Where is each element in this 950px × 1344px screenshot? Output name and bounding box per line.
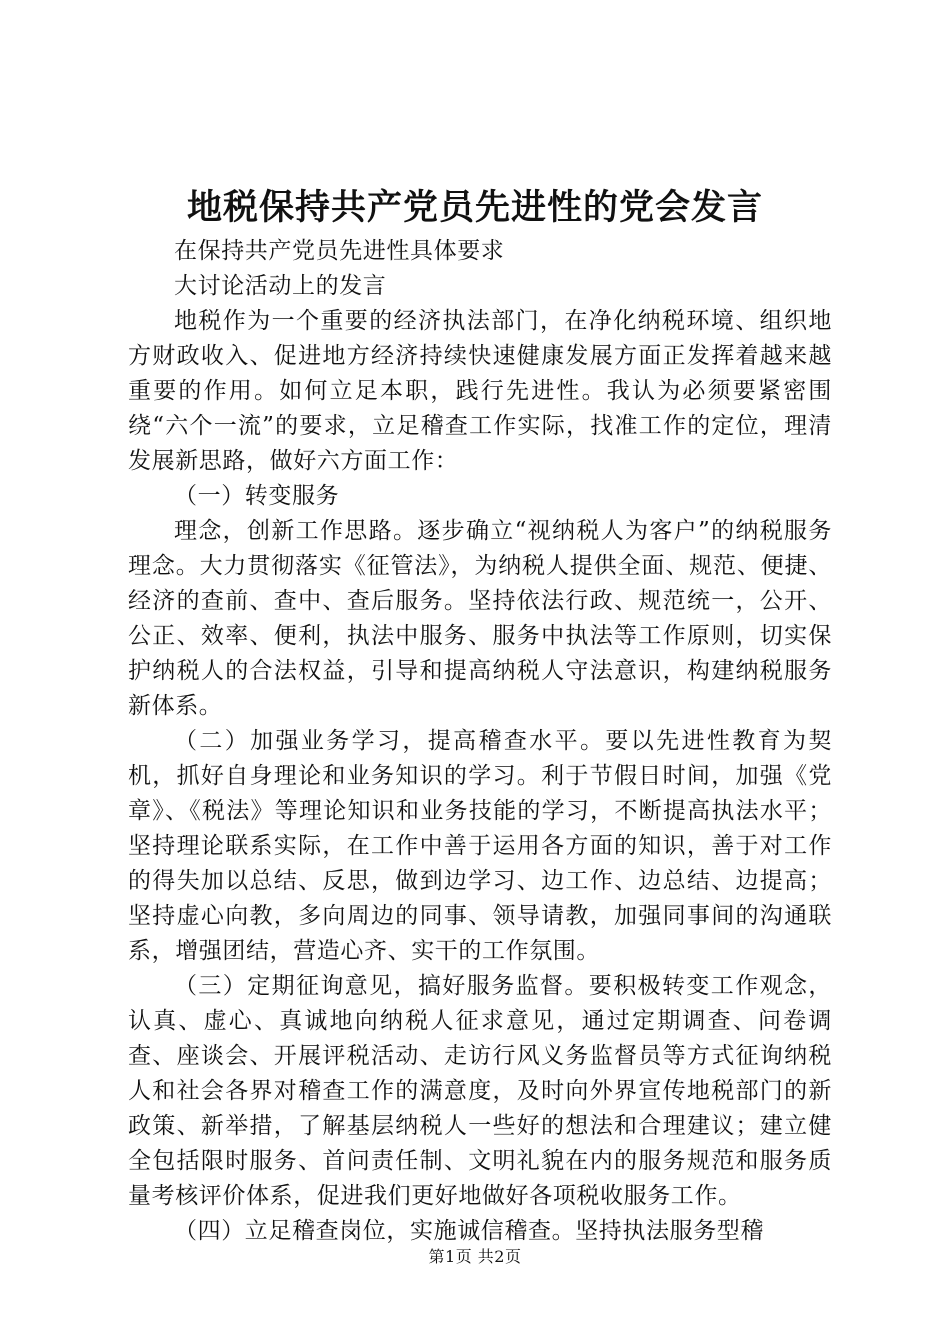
paragraph-subtitle-2: 大讨论活动上的发言 (174, 273, 387, 299)
paragraph-section-1: 理念，创新工作思路。逐步确立“视纳税人为客户”的纳税服务理念。大力贯彻落实《征管法》，为纳税人提供全面、规范、便捷、经济的查前、查中、查后服务。坚持依法行政、规范统一，公开、公正、效率、便利，执法中服务、服务中执法等工作原则，切实保护纳税人的合法权益，引导和提高纳税人守法意识，构建纳税服务新体系。 (128, 518, 832, 719)
paragraph-intro: 地税作为一个重要的经济执法部门，在净化纳税环境、组织地方财政收入、促进地方经济持续快速健康发展方面正发挥着越来越重要的作用。如何立足本职，践行先进性。我认为必须要紧密围绕“六个一流”的要求，立足稽查工作实际，找准工作的定位，理清发展新思路，做好六方面工作： (128, 308, 832, 474)
paragraph-subtitle-1: 在保持共产党员先进性具体要求 (174, 238, 505, 264)
document-title: 地税保持共产党员先进性的党会发言 (186, 187, 763, 228)
page-footer: 第1页 共2页 (428, 1247, 522, 1266)
paragraph-section-2: （二）加强业务学习，提高稽查水平。要以先进性教育为契机，抓好自身理论和业务知识的学习。利于节假日时间，加强《党章》、《税法》等理论知识和业务技能的学习，不断提高执法水平；坚持理论联系实际，在工作中善于运用各方面的知识，善于对工作的得失加以总结、反思，做到边学习、边工作、边总结、边提高；坚持虚心向教，多向周边的同事、领导请教，加强同事间的沟通联系，增强团结，营造心齐、实干的工作氛围。 (128, 728, 832, 964)
paragraph-section-4: （四）立足稽查岗位，实施诚信稽查。坚持执法服务型稽 (174, 1218, 764, 1244)
document-body (128, 234, 832, 1249)
section-heading-1: （一）转变服务 (174, 483, 340, 509)
paragraph-section-3: （三）定期征询意见，搞好服务监督。要积极转变工作观念，认真、虚心、真诚地向纳税人征求意见，通过定期调查、问卷调查、座谈会、开展评税活动、走访行风义务监督员等方式征询纳税人和社会各界对稽查工作的满意度，及时向外界宣传地税部门的新政策、新举措，了解基层纳税人一些好的想法和合理建议；建立健全包括限时服务、首问责任制、文明礼貌在内的服务规范和服务质量考核评价体系，促进我们更好地做好各项税收服务工作。 (128, 973, 832, 1209)
